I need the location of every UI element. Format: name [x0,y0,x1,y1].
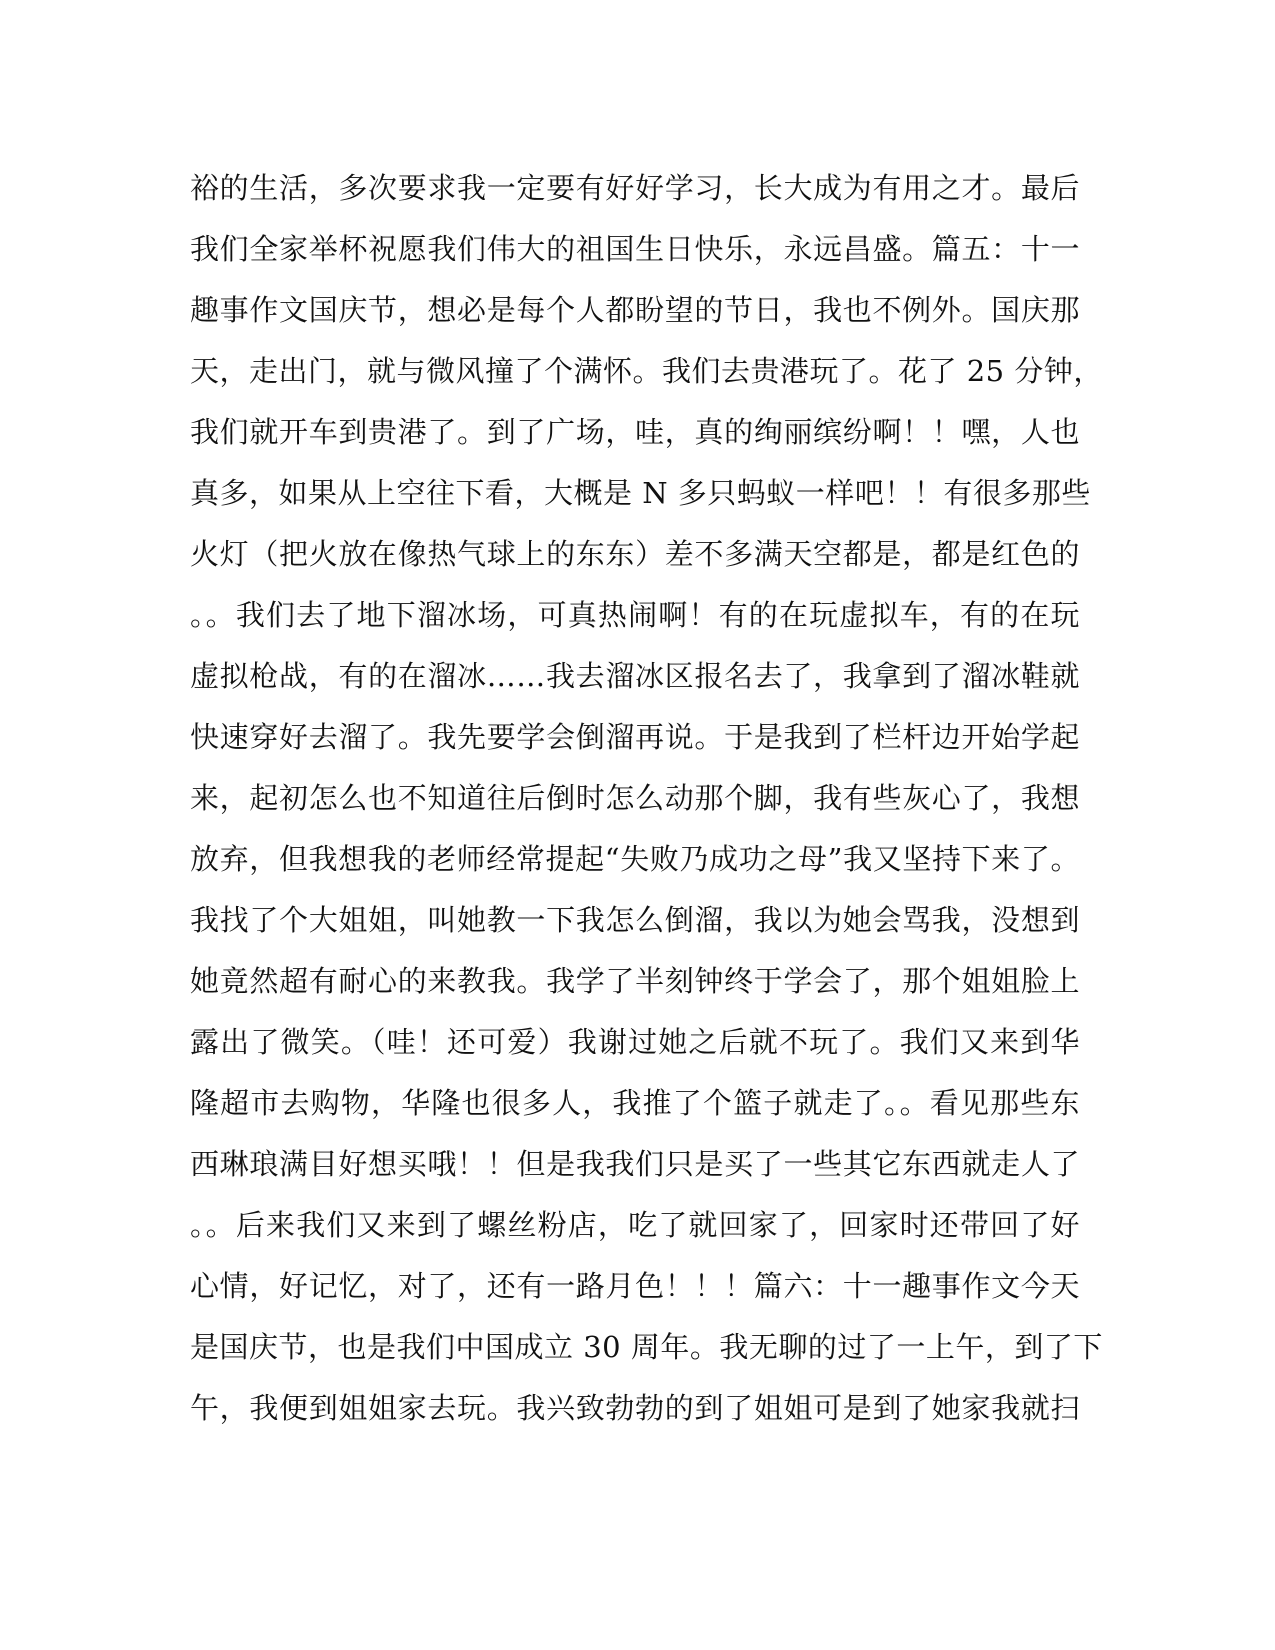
text-line-4: 天，走出门，就与微风撞了个满怀。我们去贵港玩了。花了 25 分钟， [190,354,1103,388]
text-line-5: 我们就开车到贵港了。到了广场，哇，真的绚丽缤纷啊！！嘿，人也 [190,415,1080,449]
text-line-17: 西琳琅满目好想买哦！！但是我我们只是买了一些其它东西就走人了 [190,1147,1080,1181]
text-line-9: 虚拟枪战，有的在溜冰……我去溜冰区报名去了，我拿到了溜冰鞋就 [190,659,1080,693]
text-line-12: 放弃，但我想我的老师经常提起“失败乃成功之母”我又坚持下来了。 [190,842,1080,876]
text-line-8: 。。我们去了地下溜冰场，可真热闹啊！有的在玩虚拟车，有的在玩 [190,598,1080,632]
text-line-10: 快速穿好去溜了。我先要学会倒溜再说。于是我到了栏杆边开始学起 [190,720,1080,754]
text-line-13: 我找了个大姐姐，叫她教一下我怎么倒溜，我以为她会骂我，没想到 [190,903,1080,937]
text-line-7: 火灯（把火放在像热气球上的东东）差不多满天空都是，都是红色的 [190,537,1080,571]
text-line-20: 是国庆节，也是我们中国成立 30 周年。我无聊的过了一上午，到了下 [190,1330,1103,1364]
text-line-19: 心情，好记忆，对了，还有一路月色！！！篇六：十一趣事作文今天 [190,1269,1080,1303]
text-line-18: 。。后来我们又来到了螺丝粉店，吃了就回家了，回家时还带回了好 [190,1208,1080,1242]
text-line-3: 趣事作文国庆节，想必是每个人都盼望的节日，我也不例外。国庆那 [190,293,1080,327]
text-line-11: 来，起初怎么也不知道往后倒时怎么动那个脚，我有些灰心了，我想 [190,781,1080,815]
text-line-16: 隆超市去购物，华隆也很多人，我推了个篮子就走了。。看见那些东 [190,1086,1080,1120]
text-line-6: 真多，如果从上空往下看，大概是 N 多只蚂蚁一样吧！！有很多那些 [190,476,1091,510]
text-line-15: 露出了微笑。（哇！还可爱）我谢过她之后就不玩了。我们又来到华 [190,1025,1080,1059]
body-text [190,158,1103,1439]
text-line-21: 午，我便到姐姐家去玩。我兴致勃勃的到了姐姐可是到了她家我就扫 [190,1391,1080,1425]
text-line-2: 我们全家举杯祝愿我们伟大的祖国生日快乐，永远昌盛。篇五：十一 [190,232,1080,266]
text-line-1: 裕的生活，多次要求我一定要有好好学习，长大成为有用之才。最后 [190,171,1080,205]
text-line-14: 她竟然超有耐心的来教我。我学了半刻钟终于学会了，那个姐姐脸上 [190,964,1080,998]
